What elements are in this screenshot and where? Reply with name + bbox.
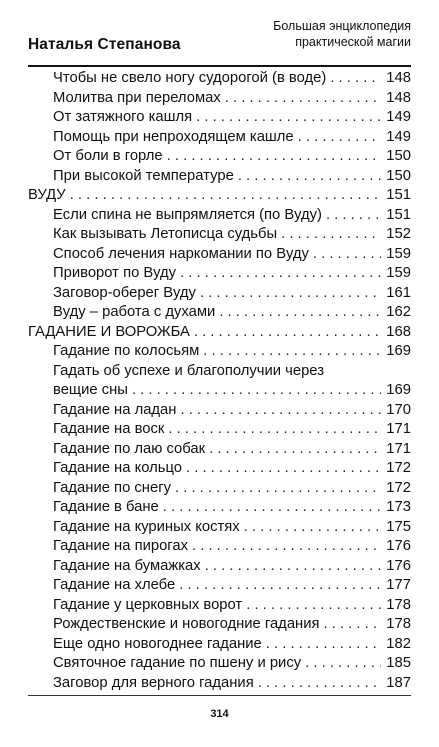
toc-entry-title: Гадать об успехе и благополучии через	[53, 362, 324, 379]
author-name: Наталья Степанова	[28, 36, 181, 53]
page-number: 314	[210, 708, 229, 720]
dot-leader	[168, 420, 381, 440]
toc-entry-title: Вуду – работа с духами	[53, 304, 216, 320]
toc-entry	[28, 147, 411, 167]
toc-entry	[28, 342, 411, 362]
toc-entry-page: 150	[386, 167, 411, 184]
toc-entry	[28, 225, 411, 245]
toc-entry-page: 172	[386, 460, 411, 476]
toc-entry-title: Заговор-оберег Вуду	[53, 284, 196, 301]
dot-leader	[324, 615, 382, 635]
toc-entry-title: Гадание на куриных костях	[53, 518, 240, 535]
toc-entry-title: Гадание по колосьям	[53, 343, 200, 359]
toc-entry	[28, 576, 411, 596]
toc-entry-page: 149	[386, 128, 411, 145]
toc-entry-title: Приворот по Вуду	[53, 265, 177, 281]
toc-entry-title: Молитва при переломах	[53, 89, 221, 106]
toc-entry-title: Чтобы не свело ногу судорогой (в воде)	[53, 70, 327, 86]
toc-entry-title: Гадание по снегу	[53, 479, 171, 496]
toc-entry-page: 175	[386, 518, 411, 535]
toc-entry-page: 159	[386, 265, 411, 281]
toc-entry-title: Гадание на бумажках	[53, 557, 201, 574]
toc-entry-page: 171	[386, 440, 411, 457]
toc-entry-title: Гадание в бане	[53, 499, 159, 515]
toc-entry	[28, 537, 411, 557]
book-title	[273, 18, 411, 50]
dot-leader	[330, 69, 381, 89]
dot-leader	[200, 284, 381, 304]
toc-entry-title: Гадание на ладан	[53, 401, 177, 418]
toc-entry-title: Способ лечения наркомании по Вуду	[53, 245, 309, 262]
dot-leader	[258, 674, 381, 694]
toc-entry-page: 171	[386, 421, 411, 437]
toc-entry-page: 168	[386, 323, 411, 340]
toc-entry	[28, 459, 411, 479]
toc-entry-title: Гадание на пирогах	[53, 538, 188, 554]
toc-entry	[28, 440, 411, 460]
table-of-contents	[28, 69, 411, 693]
dot-leader	[70, 186, 381, 206]
toc-entry-title: Гадание у церковных ворот	[53, 596, 243, 613]
toc-entry-page: 149	[386, 109, 411, 125]
dot-leader	[281, 225, 381, 245]
toc-entry	[28, 69, 411, 89]
toc-entry	[28, 167, 411, 187]
dot-leader	[313, 245, 381, 265]
toc-entry-page: 162	[386, 304, 411, 320]
toc-entry	[28, 303, 411, 323]
toc-entry-page: 177	[386, 577, 411, 593]
toc-entry-page: 173	[386, 499, 411, 515]
toc-entry-title: Гадание на кольцо	[53, 460, 182, 476]
toc-entry-page: 187	[386, 674, 411, 691]
dot-leader	[326, 206, 381, 226]
footer-rule	[28, 695, 411, 696]
toc-entry	[28, 128, 411, 148]
toc-entry-title: Еще одно новогоднее гадание	[53, 635, 262, 652]
toc-entry-page: 172	[386, 479, 411, 496]
toc-entry-page: 148	[386, 89, 411, 106]
dot-leader	[175, 479, 381, 499]
toc-entry-title: Гадание на хлебе	[53, 577, 176, 593]
toc-entry-page: 148	[386, 70, 411, 86]
toc-entry-title: От затяжного кашля	[53, 109, 193, 125]
toc-entry-page: 185	[386, 655, 411, 671]
toc-entry-page: 151	[386, 187, 411, 203]
toc-entry	[28, 108, 411, 128]
toc-entry	[28, 362, 411, 401]
toc-entry	[28, 479, 411, 499]
toc-entry	[28, 654, 411, 674]
toc-entry-title: Гадание по лаю собак	[53, 440, 206, 457]
dot-leader	[203, 342, 381, 362]
toc-entry-page: 169	[386, 382, 411, 398]
toc-entry	[28, 89, 411, 109]
toc-entry	[28, 401, 411, 421]
dot-leader	[180, 264, 381, 284]
toc-section-heading	[28, 323, 411, 343]
toc-entry	[28, 245, 411, 265]
toc-entry-page: 161	[386, 284, 411, 301]
toc-entry-title: Святочное гадание по пшену и рису	[53, 655, 302, 671]
toc-entry-page: 170	[386, 401, 411, 418]
toc-entry-page: 151	[386, 206, 411, 223]
toc-entry-page: 159	[386, 245, 411, 262]
dot-leader	[132, 381, 381, 401]
toc-entry-page: 176	[386, 538, 411, 554]
toc-entry-title: ГАДАНИЕ И ВОРОЖБА	[28, 323, 190, 340]
toc-entry-title: Заговор для верного гадания	[53, 674, 254, 691]
toc-entry-title: При высокой температуре	[53, 167, 234, 184]
dot-leader	[298, 128, 381, 148]
toc-entry	[28, 420, 411, 440]
toc-entry-page: 176	[386, 557, 411, 574]
toc-entry	[28, 674, 411, 694]
running-header	[28, 14, 411, 64]
toc-entry-page: 182	[386, 635, 411, 652]
toc-entry-title: Как вызывать Летописца судьбы	[53, 226, 278, 242]
book-title-line-2: практической магии	[295, 35, 411, 49]
toc-entry-page: 178	[386, 616, 411, 632]
book-title-line-1: Большая энциклопедия	[273, 19, 411, 33]
toc-entry	[28, 264, 411, 284]
toc-entry-page: 178	[386, 596, 411, 613]
dot-leader	[209, 440, 381, 460]
dot-leader	[244, 518, 381, 538]
dot-leader	[266, 635, 381, 655]
dot-leader	[246, 596, 381, 616]
toc-entry-title: Помощь при непроходящем кашле	[53, 128, 294, 145]
toc-entry	[28, 596, 411, 616]
dot-leader	[219, 303, 381, 323]
dot-leader	[186, 459, 381, 479]
dot-leader	[205, 557, 381, 577]
toc-entry	[28, 518, 411, 538]
toc-entry	[28, 284, 411, 304]
toc-entry-page: 150	[386, 148, 411, 164]
toc-entry-title: Если спина не выпрямляется (по Вуду)	[53, 206, 322, 223]
dot-leader	[163, 498, 381, 518]
dot-leader	[225, 89, 381, 109]
toc-entry	[28, 557, 411, 577]
dot-leader	[167, 147, 381, 167]
toc-entry-title: вещие сны	[53, 382, 128, 398]
dot-leader	[305, 654, 381, 674]
header-rule	[28, 65, 411, 67]
toc-entry-page: 169	[386, 343, 411, 359]
toc-entry-title: Рождественские и новогодние гадания	[53, 616, 320, 632]
dot-leader	[194, 323, 381, 343]
dot-leader	[192, 537, 381, 557]
toc-section-heading	[28, 186, 411, 206]
toc-entry-page: 152	[386, 226, 411, 242]
dot-leader	[196, 108, 381, 128]
toc-entry	[28, 498, 411, 518]
toc-entry-title: Гадание на воск	[53, 421, 165, 437]
dot-leader	[180, 401, 381, 421]
toc-entry	[28, 635, 411, 655]
toc-entry-title: От боли в горле	[53, 148, 163, 164]
toc-entry-title: ВУДУ	[28, 187, 66, 203]
dot-leader	[238, 167, 381, 187]
toc-entry	[28, 206, 411, 226]
toc-entry	[28, 615, 411, 635]
dot-leader	[179, 576, 381, 596]
